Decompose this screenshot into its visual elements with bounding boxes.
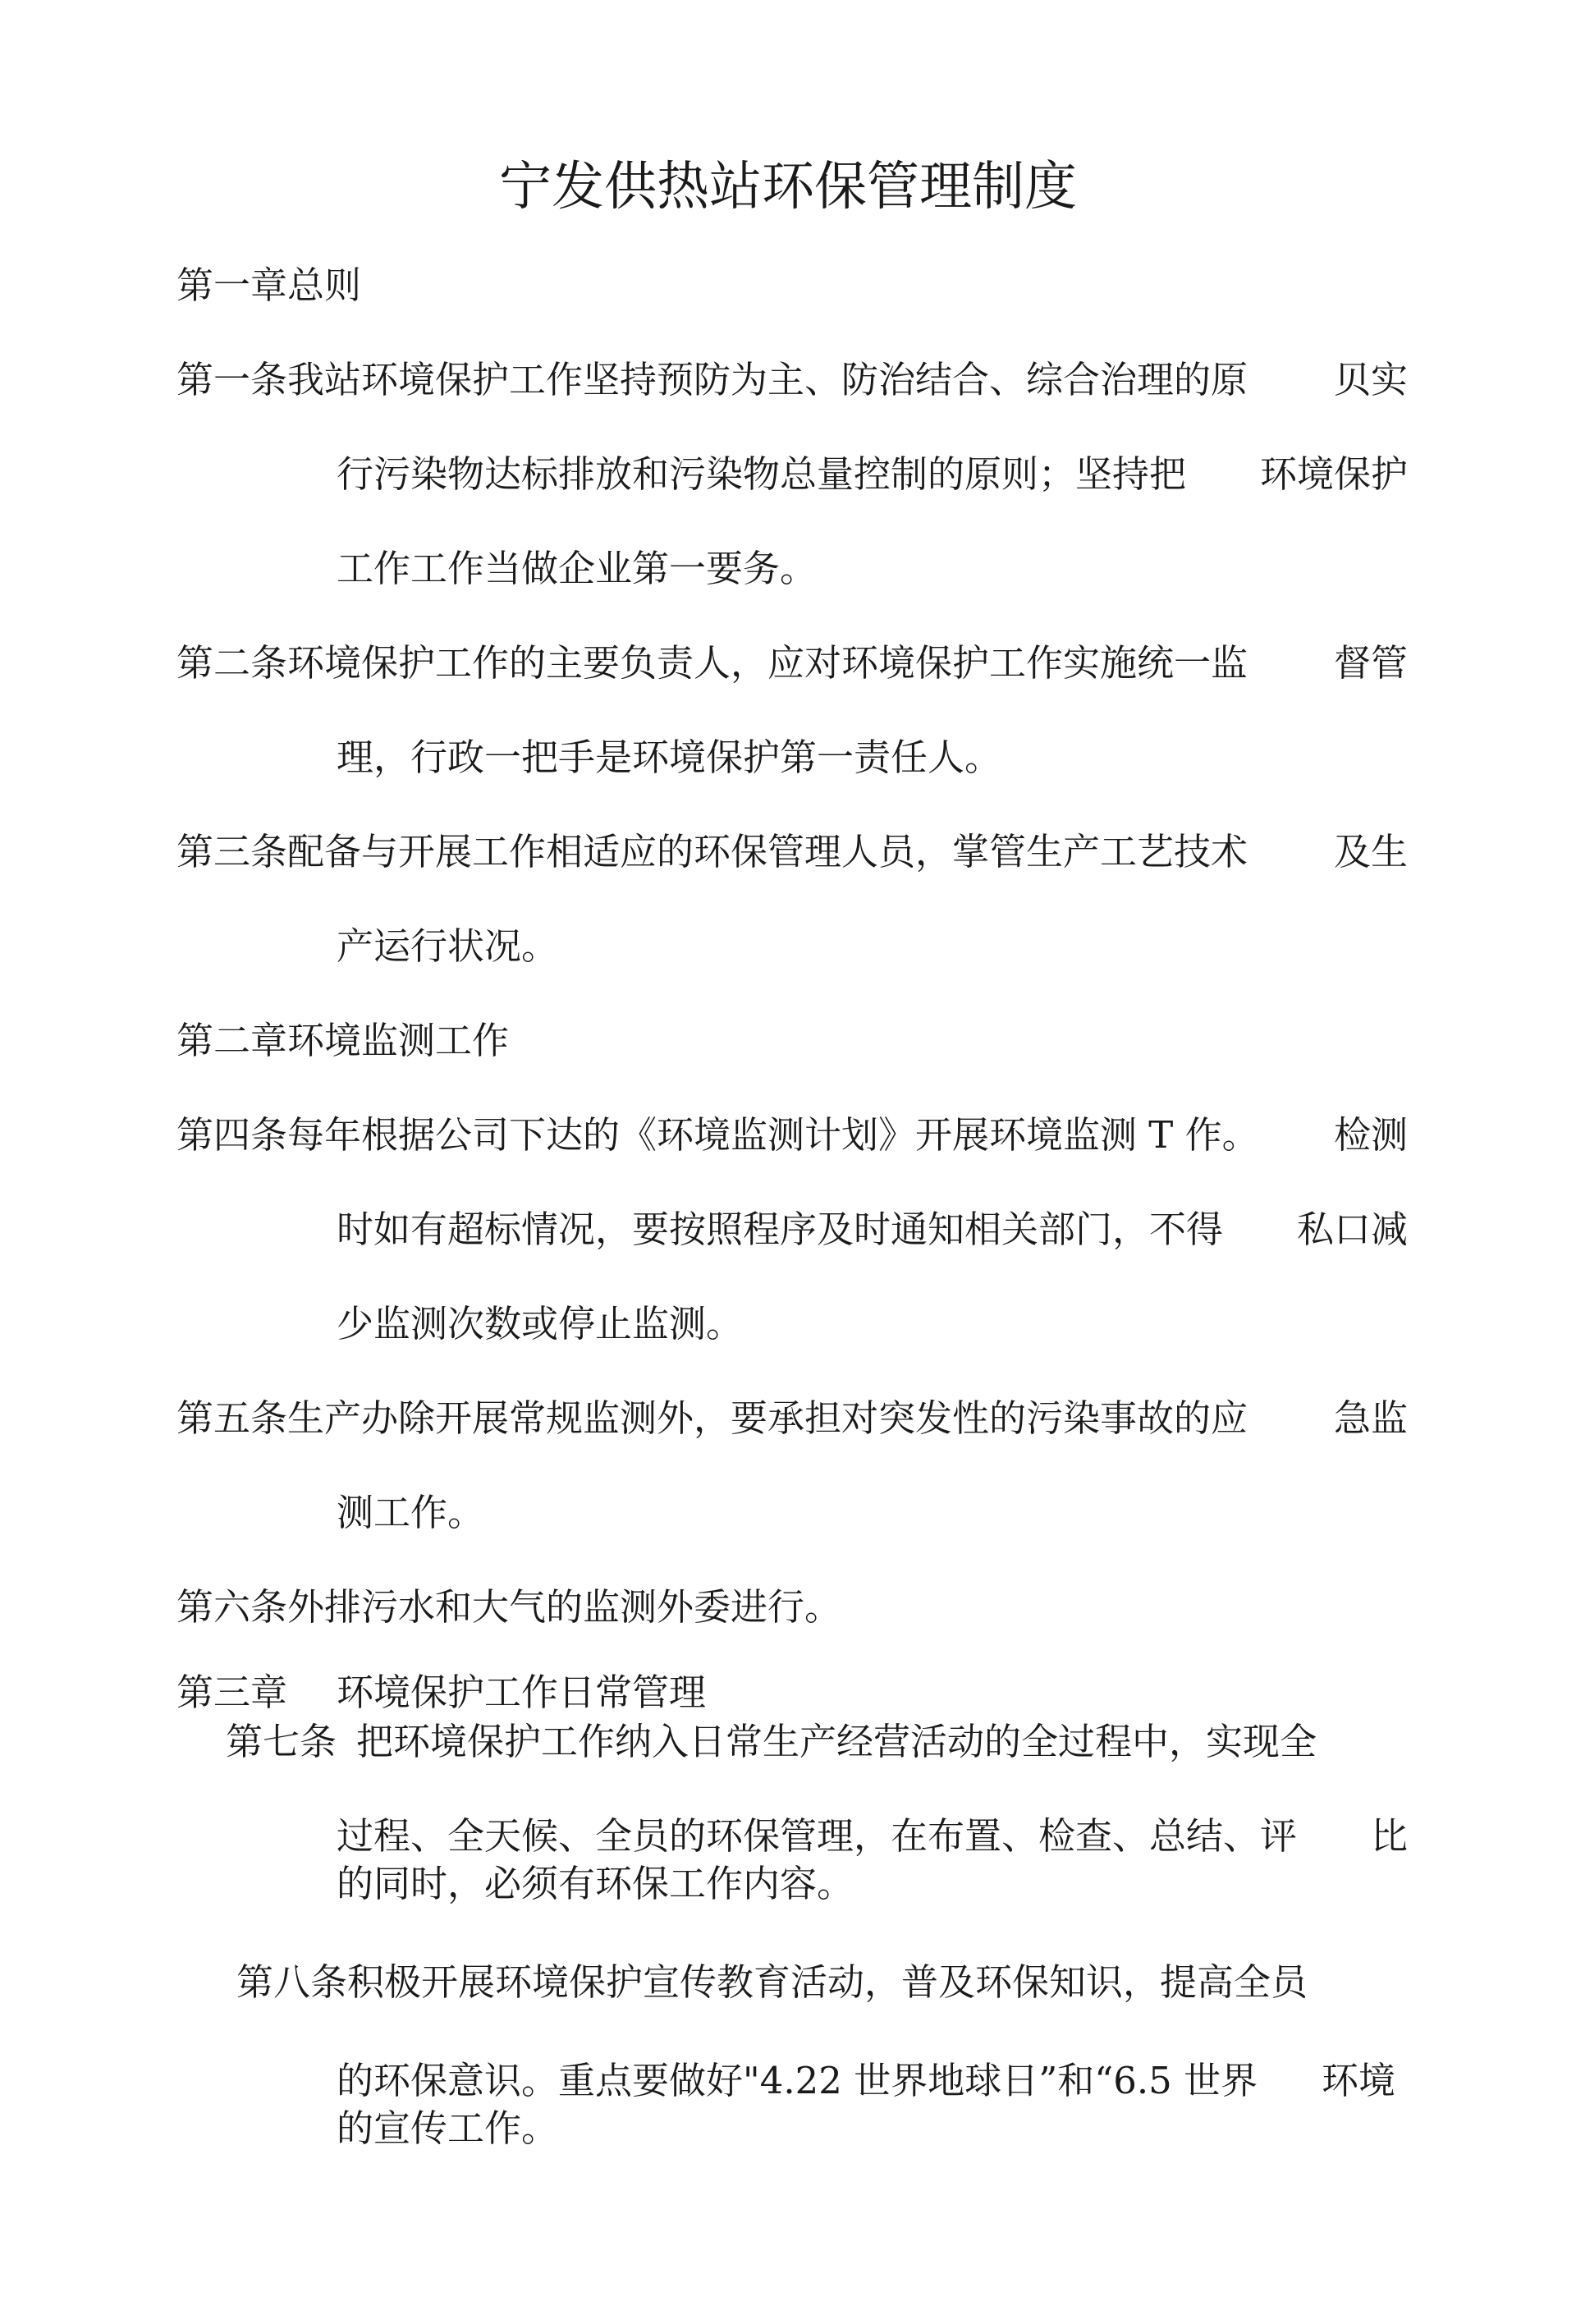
line-text: 第七条 <box>226 1720 337 1763</box>
line-tail: 环境 <box>1321 2059 1395 2102</box>
article-line <box>337 1488 484 1538</box>
article-line <box>337 450 1408 499</box>
line-text: 工作工作当做企业第一要务。 <box>337 547 818 590</box>
line-text: 第二章环境监测工作 <box>176 1019 510 1062</box>
line-text: 第二条环境保护工作的主要负责人，应对环境保护工作实施统一监 <box>176 641 1248 685</box>
article-line <box>236 1958 1308 2007</box>
article-line <box>176 1583 841 1632</box>
line-text: 理，行政一把手是环境保护第一责任人。 <box>337 736 1002 779</box>
line-text: 第一章总则 <box>176 264 362 307</box>
line-text: 第三条配备与开展工作相适应的环保管理人员，掌管生产工艺技术 <box>176 830 1248 873</box>
line-tail: 私口减 <box>1296 1208 1408 1251</box>
line-tail: 及生 <box>1333 830 1408 873</box>
article-line <box>337 1812 1408 1861</box>
article-line <box>337 2104 558 2153</box>
article-line <box>176 355 1408 405</box>
document-title: 宁发供热站环保管理制度 <box>499 157 1077 218</box>
article-line <box>176 827 1408 877</box>
article-line <box>337 1859 854 1909</box>
article-line <box>337 2056 1395 2106</box>
line-text: 第一条我站环境保护工作坚持预防为主、防治结合、综合治理的原 <box>176 358 1248 401</box>
line-tail: 督管 <box>1333 641 1408 685</box>
line-text: 过程、全天候、全员的环保管理，在布置、检查、总结、评 <box>337 1814 1298 1858</box>
line-text: 时如有超标情况，要按照程序及时通知相关部门，不得 <box>337 1208 1224 1251</box>
chapter-heading <box>176 1016 509 1066</box>
article-line <box>337 1300 743 1349</box>
line-tail: 急监 <box>1333 1396 1408 1440</box>
article-line <box>176 1111 1408 1160</box>
line-text: 第四条每年根据公司下达的《环境监测计划》开展环境监测 T 作。 <box>176 1113 1259 1157</box>
line-text: 的宣传工作。 <box>337 2106 559 2150</box>
line-text: 第八条积极开展环境保护宣传教育活动，普及环保知识，提高全员 <box>236 1960 1308 2004</box>
line-tail: 环境保护 <box>1259 452 1408 496</box>
chapter-heading <box>176 261 361 310</box>
line-tail: 贝实 <box>1333 358 1408 401</box>
article-line <box>337 544 817 594</box>
article-line <box>337 733 1001 782</box>
line-text: 测工作。 <box>337 1491 485 1534</box>
line-tail: 检测 <box>1333 1113 1408 1157</box>
line-text: 第六条外排污水和大气的监测外委进行。 <box>176 1585 842 1629</box>
line-tail: 把环境保护工作纳入日常生产经营活动的全过程中，实现全 <box>356 1720 1317 1763</box>
article-line <box>337 1205 1408 1254</box>
chapter-heading <box>176 1668 706 1717</box>
article-line <box>176 1394 1408 1443</box>
line-text: 产运行状况。 <box>337 924 559 968</box>
line-text: 的环保意识。重点要做好"4.22 世界地球日”和“6.5 世界 <box>337 2059 1258 2102</box>
line-text: 的同时，必须有环保工作内容。 <box>337 1862 854 1905</box>
article-line <box>337 922 558 971</box>
article-line <box>176 639 1408 688</box>
line-tail: 比 <box>1370 1814 1408 1858</box>
line-tail: 环境保护工作日常管理 <box>337 1671 707 1714</box>
line-text: 行污染物达标排放和污染物总量控制的原则；坚持把 <box>337 452 1187 496</box>
line-text: 少监测次数或停止监测。 <box>337 1302 744 1345</box>
line-text: 第三章 <box>176 1671 288 1714</box>
article-line <box>226 1717 1317 1767</box>
line-text: 第五条生产办除开展常规监测外，要承担对突发性的污染事故的应 <box>176 1396 1248 1440</box>
